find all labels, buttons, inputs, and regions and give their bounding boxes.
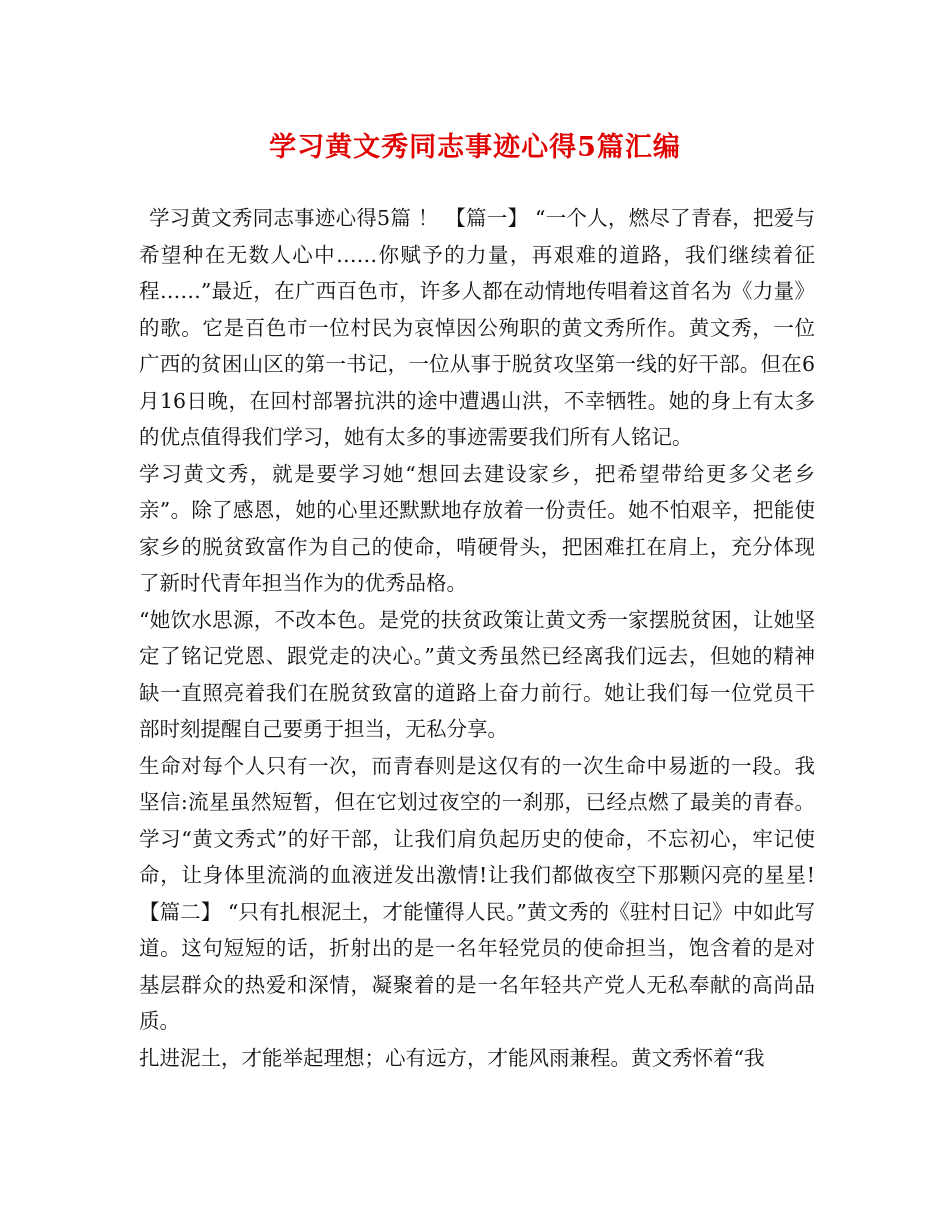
paragraph-4: 生命对每个人只有一次，而青春则是这仅有的一次生命中易逝的一段。我坚信:流星虽然短暂，但在它划过夜空的一刹那，已经点燃了最美的青春。学习“黄文秀式”的好干部，让我们肩负起历史的使命，不忘初心，牢记使命，让身体里流淌的血液迸发出激情!让我们都做夜空下那颗闪亮的星星! 【篇二】 “只有扎根泥土，才能懂得人民。”黄文秀的《驻村日记》中如此写道。这句短短的话，折射出的是一名年轻党员的使命担当，饱含着的是对基层群众的热爱和深情，凝聚着的是一名年轻共产党人无私奉献的高尚品质。: [139, 753, 815, 1033]
document-title: 学习黄文秀同志事迹心得5篇汇编: [269, 132, 681, 163]
paragraph-1: 学习黄文秀同志事迹心得5篇 ！ 【篇一】 “一个人，燃尽了青春，把爱与希望种在无数人心中……你赋予的力量，再艰难的道路，我们继续着征程……”最近，在广西百色市，许多人都在动情地传唱着这首名为《力量》的歌。它是百色市一位村民为哀悼因公殉职的黄文秀所作。黄文秀，一位广西的贫困山区的第一书记，一位从事于脱贫攻坚第一线的好干部。但在6月16日晚，在回村部署抗洪的途中遭遇山洪，不幸牺牲。她的身上有太多的优点值得我们学习，她有太多的事迹需要我们所有人铭记。: [139, 206, 815, 449]
paragraph-5: 扎进泥土，才能举起理想；心有远方，才能风雨兼程。黄文秀怀着“我: [139, 1045, 765, 1070]
paragraph-2: 学习黄文秀，就是要学习她“想回去建设家乡，把希望带给更多父老乡亲”。除了感恩，她的心里还默默地存放着一份责任。她不怕艰辛，把能使家乡的脱贫致富作为自己的使命，啃硬骨头，把困难扛在肩上，充分体现了新时代青年担当作为的优秀品格。: [139, 461, 815, 595]
document-body: [139, 200, 815, 1076]
paragraph-3: “她饮水思源，不改本色。是党的扶贫政策让黄文秀一家摆脱贫困，让她坚定了铭记党恩、跟党走的决心。”黄文秀虽然已经离我们远去，但她的精神缺一直照亮着我们在脱贫致富的道路上奋力前行。她让我们每一位党员干部时刻提醒自己要勇于担当，无私分享。: [139, 607, 815, 741]
